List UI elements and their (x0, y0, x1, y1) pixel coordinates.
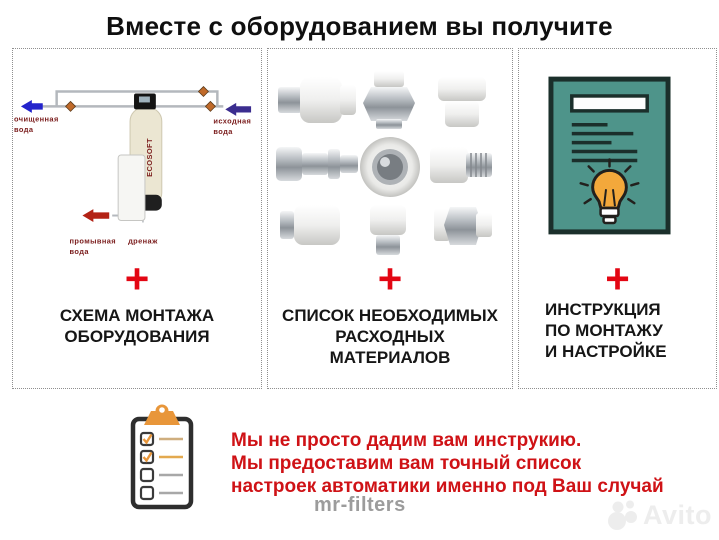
brand-name: mr-filters (314, 494, 406, 516)
avito-watermark-text: Avito (643, 499, 712, 530)
message-line: Мы не просто дадим вам инструкию. (231, 430, 582, 451)
panel-caption (13, 305, 261, 347)
fitting-threaded-adapter (430, 147, 492, 183)
caption-line: МАТЕРИАЛОВ (329, 348, 451, 367)
footer-message (231, 429, 664, 498)
purified-water-arrow-icon (21, 100, 43, 113)
label-source-water: исходная (213, 116, 252, 126)
panel-caption (268, 305, 512, 368)
source-water-arrow-icon (225, 103, 251, 116)
fitting-coupling (278, 77, 356, 123)
avito-watermark (607, 499, 712, 531)
fitting-front-view (360, 137, 420, 197)
doc-title-bar (572, 96, 647, 111)
fitting-socket (280, 205, 340, 245)
caption-line: РАСХОДНЫХ (335, 327, 445, 346)
checklist-clipboard-icon (127, 401, 197, 513)
svg-text:вода: вода (213, 127, 233, 137)
label-purified-water: очищенная (13, 114, 59, 124)
plus-icon: + (377, 255, 403, 302)
caption-line: СХЕМА МОНТАЖА (59, 306, 215, 325)
svg-text:вода: вода (13, 125, 34, 135)
fitting-hex-union (363, 71, 415, 129)
tank-brand-label: ECOSOFT (144, 138, 154, 177)
caption-line: СПИСОК НЕОБХОДИМЫХ (282, 306, 498, 325)
brine-tank (118, 155, 145, 220)
caption-line: И НАСТРОЙКЕ (545, 342, 667, 361)
panel-installation-schema (12, 48, 262, 389)
manual-document-icon (546, 75, 673, 236)
plus-icon: + (605, 255, 630, 302)
panel-consumables-list (267, 48, 513, 389)
fitting-chrome-union (276, 147, 358, 181)
svg-text:вода: вода (69, 247, 89, 257)
installation-diagram (13, 51, 261, 263)
fitting-union (434, 207, 492, 245)
page-title: Вместе с оборудованием вы получите (106, 11, 613, 41)
avito-logo-icon (607, 499, 641, 531)
plus-icon: + (124, 255, 150, 302)
caption-line: ОБОРУДОВАНИЯ (64, 327, 210, 346)
fittings-photo (270, 59, 510, 264)
rinse-water-arrow-icon (82, 209, 109, 222)
caption-line: ПО МОНТАЖУ (545, 321, 663, 340)
panel-caption (519, 299, 716, 362)
fitting-reducer (438, 77, 486, 127)
message-line: Мы предоставим вам точный список (231, 453, 582, 474)
caption-line: ИНСТРУКЦИЯ (545, 300, 661, 319)
label-drain: дренаж (128, 236, 158, 246)
label-rinse-water: промывная (69, 236, 116, 246)
panel-instruction (518, 48, 717, 389)
message-line: настроек автоматики именно под Ваш случай (231, 476, 664, 497)
fitting-vertical-adapter (370, 205, 406, 255)
